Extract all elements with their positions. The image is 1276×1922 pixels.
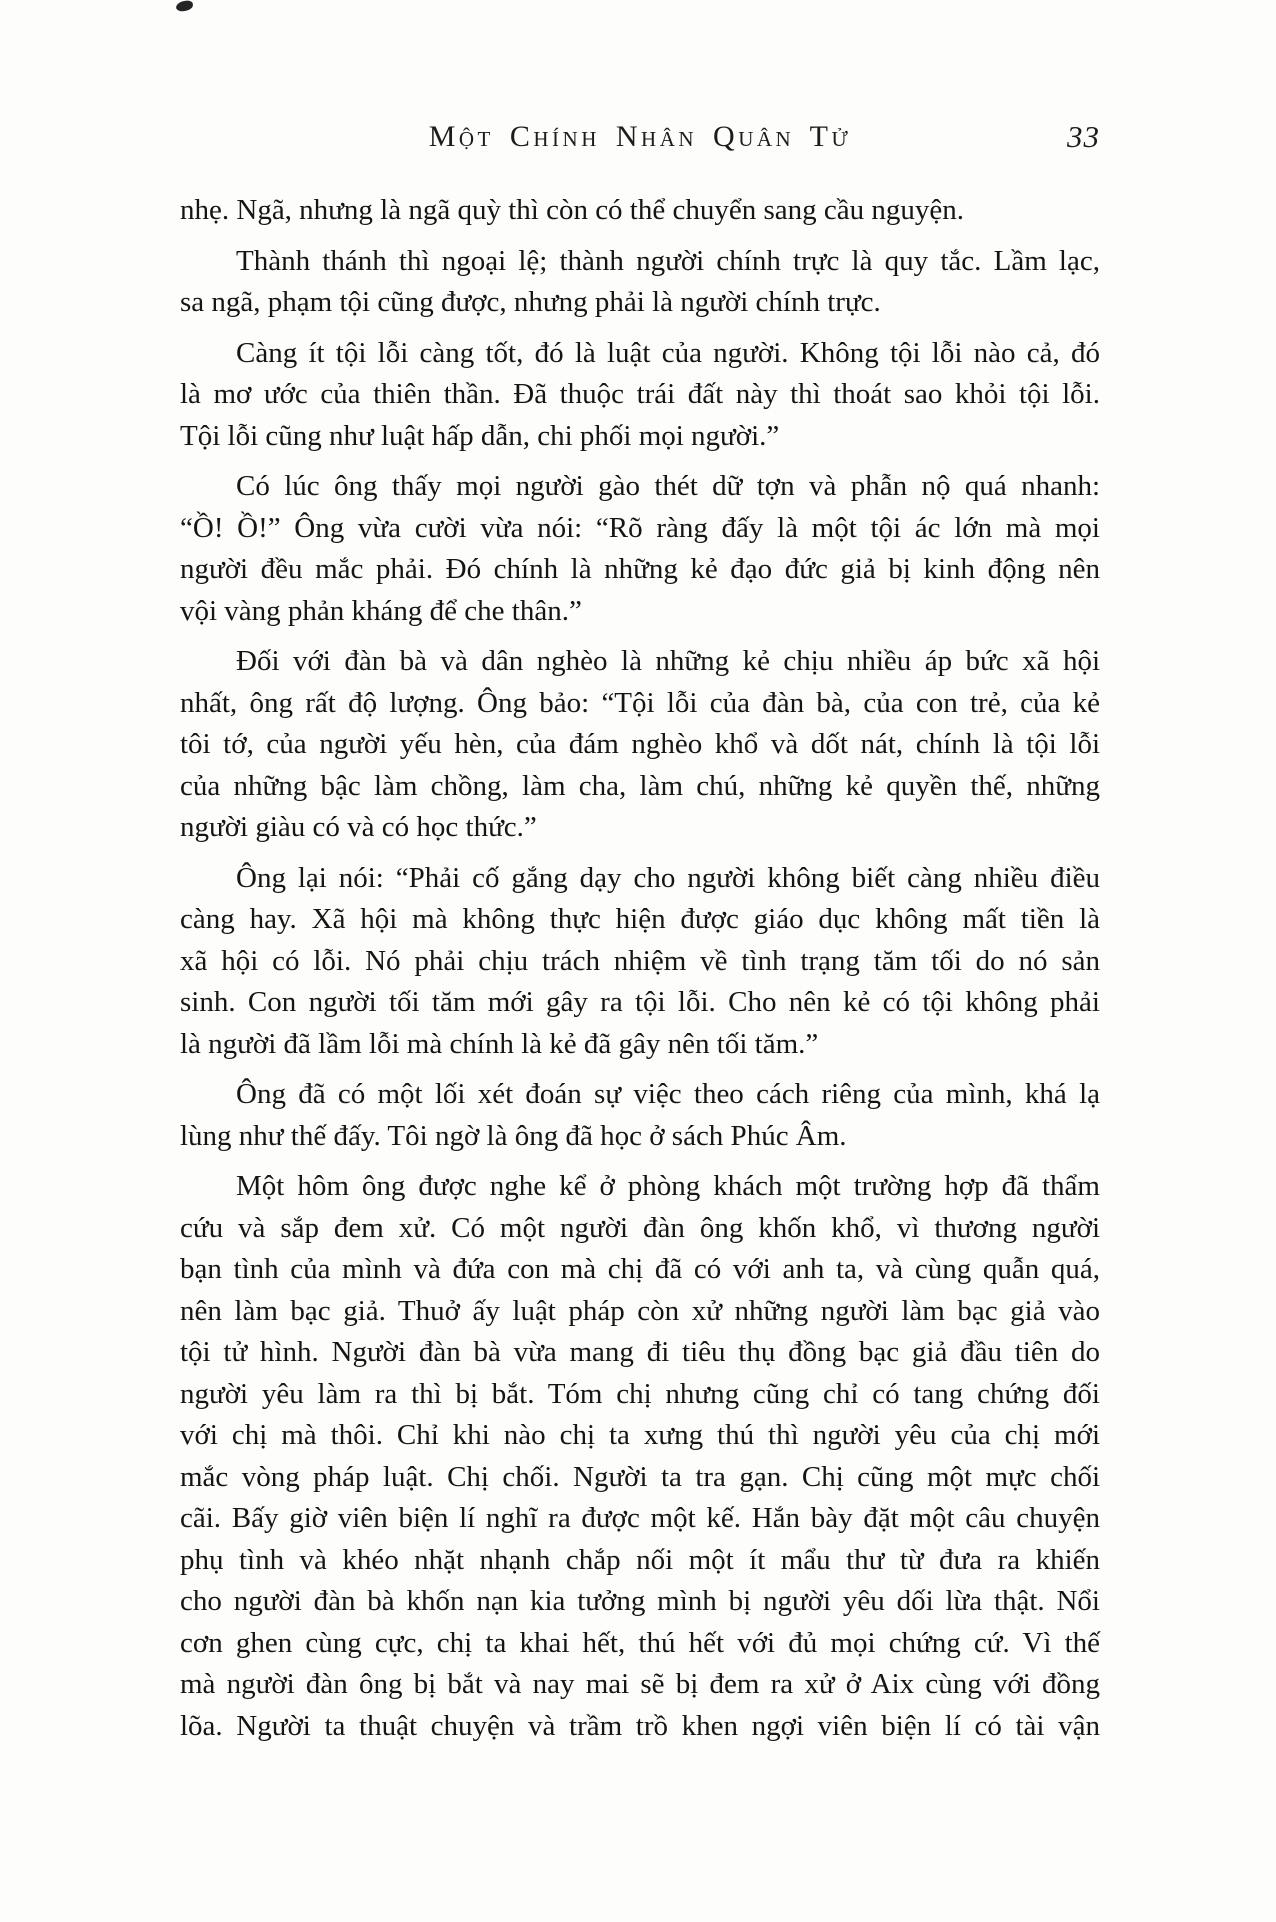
- text-line: là mơ ước của thiên thần. Đã thuộc trái đất này thì thoát sao khỏi tội lỗi.: [180, 378, 1100, 410]
- text-line: Ông đã có một lối xét đoán sự việc theo cách riêng của mình, khá lạ: [236, 1078, 1100, 1110]
- text-line: càng hay. Xã hội mà không thực hiện được giáo dục không mất tiền là: [180, 903, 1100, 935]
- text-line: sinh. Con người tối tăm mới gây ra tội lỗi. Cho nên kẻ có tội không phải: [180, 986, 1100, 1018]
- text-line: Đối với đàn bà và dân nghèo là những kẻ chịu nhiều áp bức xã hội: [236, 645, 1100, 677]
- text-line: của những bậc làm chồng, làm cha, làm chú, những kẻ quyền thế, những: [180, 769, 1100, 802]
- text-line: tội tử hình. Người đàn bà vừa mang đi tiêu thụ đồng bạc giả đầu tiên do: [180, 1336, 1100, 1368]
- text-line: phụ tình và khéo nhặt nhạnh chắp nối một ít mẩu thư từ đưa ra khiến: [180, 1543, 1100, 1576]
- text-line: cơn ghen cùng cực, chị ta khai hết, thú hết với đủ mọi chứng cứ. Vì thế: [180, 1626, 1100, 1659]
- text-line: Thành thánh thì ngoại lệ; thành người chính trực là quy tắc. Lầm lạc,: [236, 244, 1100, 277]
- text-line: là người đã lầm lỗi mà chính là kẻ đã gây nên tối tăm.”: [180, 1027, 819, 1060]
- scan-artifact: [175, 0, 193, 12]
- text-line: bạn tình của mình và đứa con mà chị đã có với anh ta, và cùng quẫn quá,: [180, 1253, 1100, 1285]
- text-line: Càng ít tội lỗi càng tốt, đó là luật của người. Không tội lỗi nào cả, đó: [236, 336, 1100, 369]
- text-line: lùng như thế đấy. Tôi ngờ là ông đã học ở sách Phúc Âm.: [180, 1119, 847, 1152]
- text-line: người yêu làm ra thì bị bắt. Tóm chị nhưng cũng chỉ có tang chứng đối: [180, 1377, 1100, 1410]
- text-line: vội vàng phản kháng để che thân.”: [180, 594, 582, 627]
- page-number: 33: [1067, 119, 1100, 154]
- text-line: Tội lỗi cũng như luật hấp dẫn, chi phối mọi người.”: [180, 419, 780, 452]
- text-line: người đều mắc phải. Đó chính là những kẻ đạo đức giả bị kinh động nên: [180, 553, 1100, 585]
- chapter-title: Một Chính Nhân Quân Tử: [428, 120, 852, 153]
- text-line: tôi tớ, của người yếu hèn, của đám nghèo khổ và dốt nát, chính là tội lỗi: [180, 728, 1100, 760]
- text-line: xã hội có lỗi. Nó phải chịu trách nhiệm về tình trạng tăm tối do nó sản: [180, 944, 1100, 977]
- text-line: cho người đàn bà khốn nạn kia tưởng mình bị người yêu dối lừa thật. Nổi: [180, 1585, 1100, 1617]
- text-line: Một hôm ông được nghe kể ở phòng khách một trường hợp đã thẩm: [236, 1170, 1100, 1202]
- text-line: với chị mà thôi. Chỉ khi nào chị ta xưng thú thì người yêu của chị mới: [180, 1419, 1100, 1451]
- text-line: cứu và sắp đem xử. Có một người đàn ông khốn khổ, vì thương người: [180, 1211, 1100, 1244]
- page-body-text: [180, 190, 1100, 1747]
- text-line: lõa. Người ta thuật chuyện và trầm trồ khen ngợi viên biện lí có tài vận: [180, 1709, 1100, 1742]
- text-line: người giàu có và có học thức.”: [180, 811, 537, 843]
- text-line: sa ngã, phạm tội cũng được, nhưng phải là người chính trực.: [180, 286, 881, 318]
- text-line: nhẹ. Ngã, nhưng là ngã quỳ thì còn có thể chuyển sang cầu nguyện.: [180, 194, 965, 226]
- text-line: mà người đàn ông bị bắt và nay mai sẽ bị đem ra xử ở Aix cùng với đồng: [180, 1668, 1100, 1700]
- text-line: nên làm bạc giả. Thuở ấy luật pháp còn xử những người làm bạc giả vào: [180, 1294, 1100, 1327]
- text-line: “Ồ! Ồ!” Ông vừa cười vừa nói: “Rõ ràng đấy là một tội ác lớn mà mọi: [180, 511, 1100, 544]
- text-line: mắc vòng pháp luật. Chị chối. Người ta tra gạn. Chị cũng một mực chối: [180, 1460, 1100, 1493]
- text-line: Có lúc ông thấy mọi người gào thét dữ tợn và phẫn nộ quá nhanh:: [236, 470, 1100, 502]
- text-line: cãi. Bấy giờ viên biện lí nghĩ ra được một kế. Hắn bày đặt một câu chuyện: [180, 1502, 1100, 1534]
- text-line: Ông lại nói: “Phải cố gắng dạy cho người không biết càng nhiều điều: [236, 861, 1100, 894]
- running-header: [180, 118, 1100, 156]
- text-line: nhất, ông rất độ lượng. Ông bảo: “Tội lỗi của đàn bà, của con trẻ, của kẻ: [180, 686, 1100, 719]
